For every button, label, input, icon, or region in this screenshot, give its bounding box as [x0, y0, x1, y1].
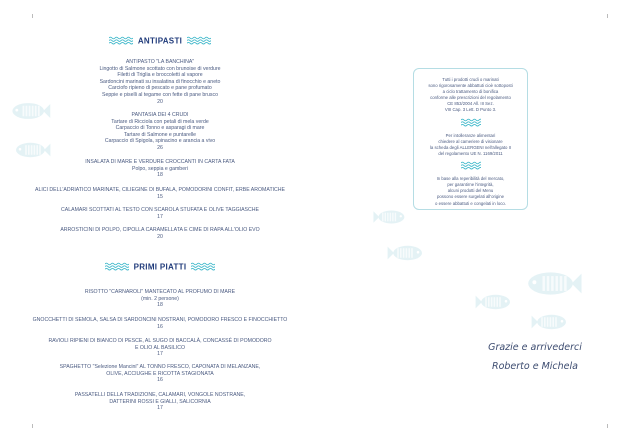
notice-line: alcuni prodotti del Menu — [447, 188, 494, 194]
primi-dish — [0, 289, 330, 309]
notice-paragraph — [414, 133, 527, 157]
notice-line: Per intolleranze alimentari — [445, 132, 496, 138]
wave-icon — [109, 36, 133, 47]
dish-description: Sardoncini marinati su insalatina di finocchio e aneto — [99, 78, 221, 85]
dish-name: ANTIPASTO "LA BANCHINA" — [125, 59, 195, 65]
notice-line: a ciclo trattamento di bonifica — [442, 89, 499, 95]
dish-name: PASSATELLI DELLA TRADIZIONE, CALAMARI, VONGOLE NOSTRANE, — [74, 392, 246, 398]
dish-description: OLIVE, ACCIUGHE E RICOTTA STAGIONATA — [106, 370, 214, 377]
dish-description: Tartare di Salmone e puntarelle — [123, 131, 197, 138]
fish-icon — [530, 312, 570, 337]
closing-line-2: Roberto e Michela — [491, 361, 578, 372]
primi-dish — [0, 317, 330, 330]
notice-paragraph — [414, 77, 527, 114]
notice-paragraph — [414, 176, 527, 206]
dish-price: 18 — [157, 172, 163, 179]
notice-line: VIII Cap. 3 Lett. D Punto 3. — [444, 107, 497, 113]
antipasti-dish — [0, 227, 330, 240]
dish-price: 17 — [157, 405, 163, 412]
fish-icon — [12, 140, 52, 165]
notice-line: possono essere surgelati all'origine — [437, 194, 504, 200]
dish-description: Carciofo ripieno di pescato e pane profumato — [108, 85, 212, 92]
antipasti-dish — [0, 59, 330, 105]
dish-description: Filetti di Triglia e broccoletti al vapore — [117, 72, 203, 79]
dish-price: 20 — [157, 98, 163, 105]
dish-price: 17 — [157, 213, 163, 220]
dish-name: CALAMARI SCOTTATI AL TESTO CON SCAROLA STUFATA E OLIVE TAGGIASCHE — [61, 207, 259, 213]
dish-description: Tartare di Ricciola con petali di mela verde — [111, 118, 209, 125]
wave-icon — [414, 161, 527, 172]
dish-name: ARROSTICINI DI POLPO, CIPOLLA CARAMELLATA E CIME DI RAPA ALL'OLIO EVO — [60, 227, 260, 233]
dish-price: 18 — [157, 302, 163, 309]
notice-line: sono rigorosamente abbattuti cioè sottoposti — [428, 83, 513, 89]
dish-name: GNOCCHETTI DI SEMOLA, SALSA DI SARDONCINI NOSTRANI, POMODORO FRESCO E FINOCCHIETTO — [32, 317, 288, 323]
dish-description: E OLIO AL BASILICO — [135, 344, 185, 351]
notice-box — [413, 68, 528, 210]
dish-price: 15 — [157, 193, 163, 200]
notice-line: In base alla reperibilità del mercato, — [436, 176, 505, 182]
notice-line: Tutti i prodotti crudi o marinati — [442, 77, 499, 82]
crop-mark — [607, 424, 608, 428]
dish-description: (min. 2 persone) — [141, 295, 179, 302]
antipasti-dish — [0, 187, 330, 200]
crop-mark — [607, 14, 608, 18]
dish-name: INSALATA DI MARE E VERDURE CROCCANTI IN CARTA FATA — [85, 159, 235, 165]
fish-icon — [8, 100, 52, 127]
dish-price: 20 — [157, 233, 163, 240]
crop-mark — [32, 424, 33, 428]
fish-icon — [522, 268, 584, 304]
dish-price: 16 — [157, 323, 163, 330]
wave-icon — [187, 36, 211, 47]
notice-line: la scheda degli ALLERGENI nell'allegato II — [429, 144, 512, 150]
notice-line: del regolamento UE N. 1169/2011 — [438, 150, 503, 156]
dish-description: Carpaccio di Tonno e asparagi di mare — [115, 125, 205, 132]
dish-price: 16 — [157, 377, 163, 384]
primi-heading — [0, 262, 320, 273]
dish-description: Seppie e piselli al tegame con fette di pane brusco — [102, 91, 218, 98]
notice-line: conforme alle prescrizioni del regolamento — [430, 95, 511, 101]
crop-mark — [32, 14, 33, 18]
wave-icon — [191, 262, 215, 273]
antipasti-heading — [0, 36, 320, 47]
notice-line: per garantirne l'integrità, — [447, 182, 494, 188]
antipasti-dish — [0, 207, 330, 220]
primi-dish — [0, 392, 330, 412]
dish-description: Lingotto di Salmone scottato con brunoise di verdure — [99, 65, 221, 72]
closing-line-1: Grazie e arrivederci — [488, 342, 582, 353]
dish-name: RISOTTO "CARNAROLI" MANTECATO AL PROFUMO DI MARE — [84, 289, 236, 295]
dish-price: 26 — [157, 144, 163, 151]
notice-line: chiedere al cameriere di visionare — [438, 138, 503, 144]
wave-icon — [414, 118, 527, 129]
fish-icon — [474, 292, 514, 317]
dish-name: SPAGHETTO "Selezione Mancini" AL TONNO FRESCO, CAPONATA DI MELANZANE, — [59, 364, 261, 370]
primi-dish — [0, 338, 330, 358]
antipasti-title: ANTIPASTI — [137, 36, 183, 46]
primi-dish — [0, 364, 330, 384]
notice-line: o essere abbattuti e congelati in loco. — [435, 200, 506, 206]
dish-name: PANTASIA DEI 4 CRUDI — [131, 112, 189, 118]
notice-line: CE 853/2004 All. III Sez. — [447, 101, 494, 107]
primi-title: PRIMI PIATTI — [133, 262, 187, 272]
dish-description: DATTERINI ROSSI E GIALLI, SALICORNIA — [109, 398, 211, 405]
fish-icon — [386, 243, 426, 268]
dish-description: Carpaccio di Spigola, spinacino e arancia a vivo — [104, 138, 216, 145]
dish-name: RAVIOLI RIPIENI DI BIANCO DI PESCE, AL SUGO DI BACCALÀ, CONCASSÉ DI POMODORO — [48, 338, 272, 344]
wave-icon — [105, 262, 129, 273]
fish-icon — [372, 208, 408, 231]
dish-description: Polpo, seppia e gamberi — [132, 165, 188, 172]
dish-price: 17 — [157, 351, 163, 358]
dish-name: ALICI DELL'ADRIATICO MARINATE, CILIEGINE DI BUFALA, POMODORINI CONFIT, ERBE AROMATICHE — [34, 187, 286, 193]
menu-right-page — [320, 0, 640, 440]
